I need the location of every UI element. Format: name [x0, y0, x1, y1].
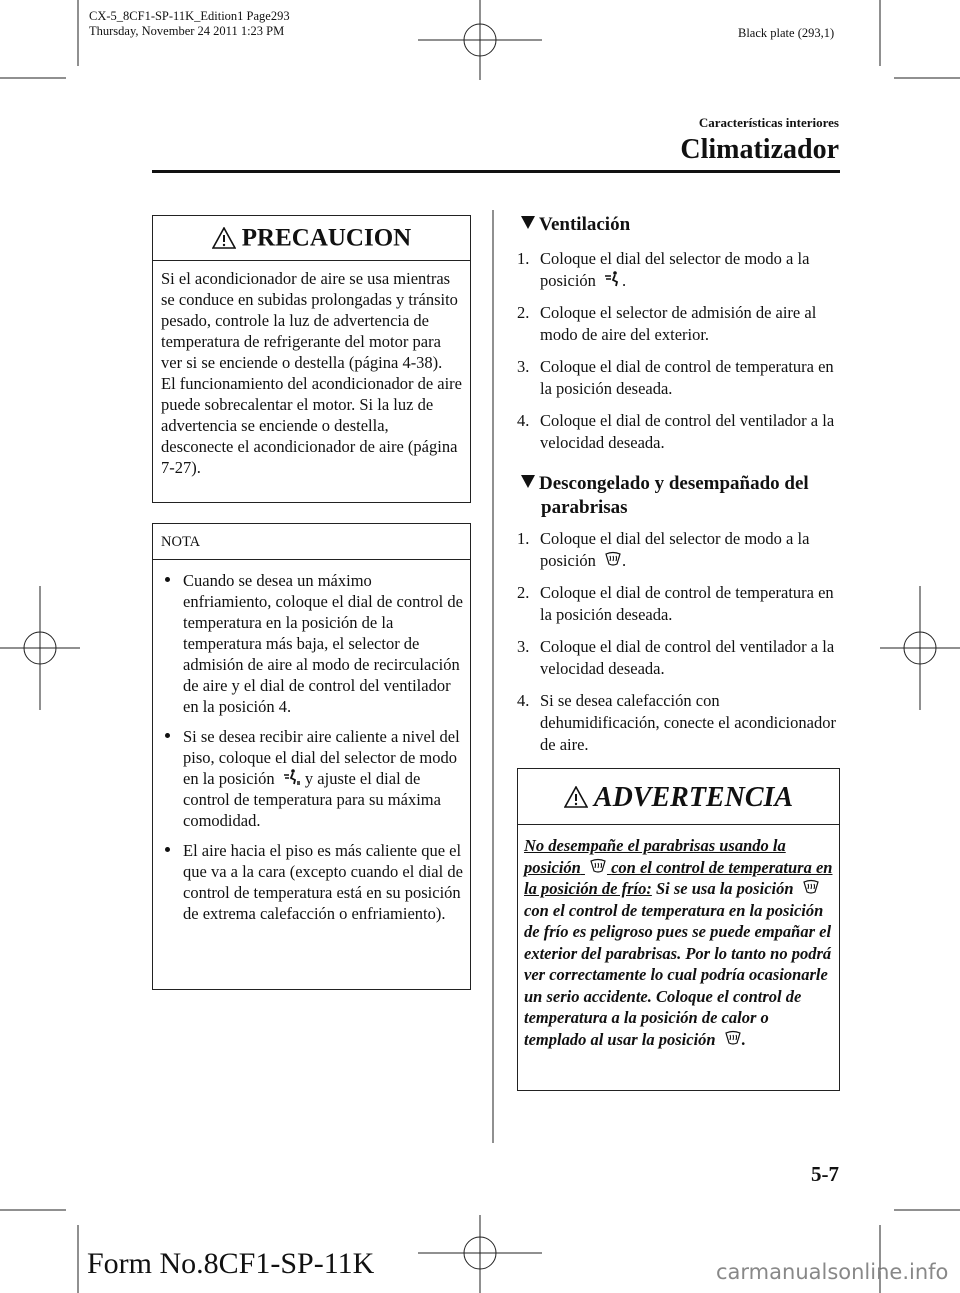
- warning-header: [518, 769, 839, 824]
- step-text: Coloque el dial del selector de modo a la posición: [540, 529, 810, 570]
- defrost-heading-text: Descongelado y desempañado del: [539, 473, 809, 494]
- list-item: [517, 636, 840, 680]
- warning-triangle-icon: [212, 227, 236, 249]
- warning-box: [517, 768, 840, 1091]
- note-list: [153, 560, 470, 924]
- note-item: [153, 570, 464, 717]
- warning-body-text: Si se usa la posición: [656, 879, 794, 898]
- note-item-text: Cuando se desea un máximo enfriamiento, coloque el dial de control de temperatura en la posición de la temperatura más baja, el selector de admisión de aire al modo de recirculación de aire y el dial de control del ventilador en la posición 4.: [183, 571, 463, 716]
- defrost-mode-icon: [589, 858, 607, 874]
- note-item-text: Si se desea recibir aire caliente a nivel del piso, coloque el dial del selector de modo en la posición: [183, 727, 460, 788]
- step-text: Coloque el dial del selector de modo a la posición: [540, 249, 810, 290]
- step-number: 3.: [517, 357, 530, 376]
- list-item: [517, 356, 840, 400]
- ventilation-heading-text: Ventilación: [539, 214, 631, 235]
- warning-underlined-text: con el control de temperatura en la posición de frío:: [524, 857, 833, 898]
- heading-arrow-icon: [521, 216, 535, 229]
- step-number: 1.: [517, 249, 530, 268]
- step-number: 1.: [517, 529, 530, 548]
- caution-title: PRECAUCION: [241, 224, 412, 252]
- caution-header: [153, 216, 470, 261]
- step-text: Si se desea calefacción con dehumidificación, conecte el acondicionador de aire.: [540, 691, 836, 754]
- ventilation-heading: [521, 213, 630, 237]
- note-item: [153, 726, 464, 831]
- step-number: 4.: [517, 691, 530, 710]
- bullet-icon: [165, 733, 170, 738]
- form-number: Form No.8CF1-SP-11K: [87, 1247, 375, 1280]
- file-info: [89, 9, 290, 39]
- list-item: [517, 302, 840, 346]
- list-item: [517, 582, 840, 626]
- page-number: 5-7: [811, 1162, 839, 1186]
- warning-text: [518, 825, 839, 1050]
- defrost-mode-icon: [802, 879, 820, 895]
- list-item: [517, 410, 840, 454]
- ventilation-steps: [517, 248, 840, 464]
- heading-arrow-icon: [521, 475, 535, 488]
- defrost-heading-text: parabrisas: [541, 497, 628, 518]
- list-item: [517, 248, 840, 292]
- list-item: [517, 528, 840, 572]
- section-title: Climatizador: [680, 134, 839, 165]
- warning-title: ADVERTENCIA: [593, 781, 794, 813]
- step-text: Coloque el selector de admisión de aire al modo de aire del exterior.: [540, 303, 817, 344]
- caution-text: Si el acondicionador de aire se usa mientras se conduce en subidas prolongadas y tránsito pesado, controle la luz de advertencia de temperatura de refrigerante del motor para ver si se enciende o destella (página 4-38). El funcionamiento del acondicionador de aire puede sobrecalentar el motor. Si la luz de advertencia se enciende o destella, desconecte el acondicionador de aire (página 7-27).: [161, 269, 463, 477]
- bullet-icon: [165, 847, 170, 852]
- step-text: Coloque el dial de control de temperatura en la posición deseada.: [540, 357, 834, 398]
- note-item-text: y ajuste el dial de control de temperatura para su máxima comodidad.: [183, 769, 441, 830]
- step-number: 3.: [517, 637, 530, 656]
- warning-triangle-icon: [564, 786, 588, 808]
- defrost-mode-icon: [604, 551, 622, 567]
- list-item: [517, 690, 840, 756]
- warning-body-text: con el control de temperatura en la posición de frío es peligroso pues se puede empañar el exterior del parabrisas. Por lo tanto no podrá ver correctamente lo cual podría ocasionarle un serio accidente. Coloque el control de temperatura a la posición de calor o templado al usar la posición: [524, 900, 832, 1049]
- step-text: .: [622, 551, 627, 570]
- note-item-text: El aire hacia el piso es más caliente que el que va a la cara (excepto cuando el dial de control de temperatura está en su posición de extrema calefacción o enfriamiento).: [183, 841, 463, 923]
- warning-underlined-text: No desempañe el parabrisas usando la posición: [524, 836, 786, 877]
- defrost-mode-icon: [724, 1030, 742, 1046]
- file-name: CX-5_8CF1-SP-11K_Edition1 Page293: [89, 9, 290, 23]
- header-rule: [152, 170, 840, 173]
- note-header: NOTA: [153, 524, 470, 560]
- step-number: 4.: [517, 411, 530, 430]
- step-number: 2.: [517, 303, 530, 322]
- step-number: 2.: [517, 583, 530, 602]
- defrost-steps: [517, 528, 840, 766]
- plate-label: Black plate (293,1): [738, 26, 835, 40]
- caution-box: [152, 215, 471, 503]
- bullet-icon: [165, 577, 170, 582]
- section-subtitle: Características interiores: [698, 115, 839, 130]
- note-box: [152, 523, 471, 990]
- floor-vent-mode-icon: [283, 769, 301, 785]
- defrost-heading: [521, 472, 851, 520]
- step-text: Coloque el dial de control de temperatura en la posición deseada.: [540, 583, 834, 624]
- file-timestamp: Thursday, November 24 2011 1:23 PM: [89, 24, 285, 38]
- warning-body-text: .: [741, 1029, 746, 1049]
- step-text: Coloque el dial de control del ventilador a la velocidad deseada.: [540, 411, 835, 452]
- site-watermark: carmanualsonline.info: [716, 1260, 949, 1284]
- note-item: [153, 840, 464, 924]
- vent-mode-icon: [604, 271, 622, 287]
- step-text: Coloque el dial de control del ventilador a la velocidad deseada.: [540, 637, 835, 678]
- step-text: .: [622, 271, 627, 290]
